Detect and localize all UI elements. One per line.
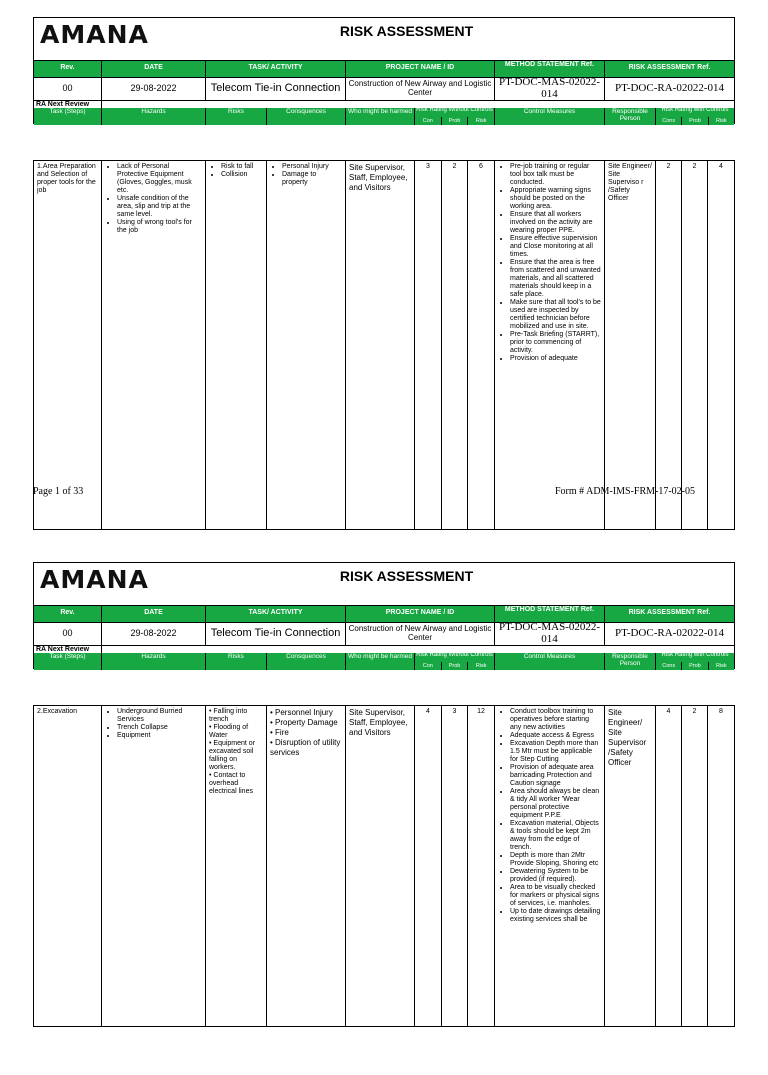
date-label: DATE [102, 61, 206, 77]
method-statement-value: PT-DOC-MAS-02022-014 [495, 621, 605, 645]
list-item: • Adequate access & Egress [510, 732, 601, 740]
method-statement-value: PT-DOC-MAS-02022-014 [495, 76, 605, 100]
task-step-cell: 2.Excavation [34, 706, 102, 1026]
col-control: Control Measures [495, 653, 605, 670]
list-item: • Appropriate warning signs should be posted on the working area. [510, 187, 601, 211]
list-item: • Pre-job training or regular tool box talk must be conducted. [510, 163, 601, 187]
risk-row [33, 160, 735, 530]
rev-label: Rev. [34, 606, 102, 622]
list-item: • Flooding of Water [209, 724, 249, 739]
rev-value: 00 [34, 76, 102, 100]
col-task: Task (Steps) [34, 653, 102, 670]
risk-row [33, 705, 735, 1027]
document-page-1 [0, 0, 768, 530]
who-cell: Site Supervisor, Staff, Employee, and Visitors [346, 161, 415, 529]
method-statement-label: METHOD STATEMENT Ref. [495, 61, 605, 77]
date-label: DATE [102, 606, 206, 622]
list-item: • Pre-Task Briefing (STARRT), prior to commencing of activity. [510, 331, 601, 355]
control-measures-cell [495, 161, 605, 529]
list-item: • Contact to overhead electrical lines [209, 772, 253, 795]
risk-assessment-ref-label: RISK ASSESSMENT Ref. [605, 61, 734, 77]
hazards-cell [102, 161, 206, 529]
col-who: Who might be harmed [346, 108, 415, 125]
header-values-row [34, 621, 734, 645]
list-item: • Trench Collapse [117, 724, 202, 732]
next-review-label: RA Next Review [34, 101, 102, 117]
column-headers-row [34, 653, 734, 670]
page-header [33, 562, 735, 669]
date-value: 29-08-2022 [102, 76, 206, 100]
without-risk: 12 [468, 706, 495, 1026]
with-con: 4 [656, 706, 682, 1026]
list-item: • Make sure that all tool's to be used are inspected by certified technician before mobilized and use in site. [510, 299, 601, 331]
col-who: Who might be harmed [346, 653, 415, 670]
task-value: Telecom Tie-in Connection [206, 621, 346, 645]
document-page-2 [0, 545, 768, 1075]
list-item: • Provision of adequate [510, 355, 601, 363]
list-item: • Lack of Personal Protective Equipment (Gloves, Goggles, musk etc. [117, 163, 202, 195]
risk-assessment-ref-label: RISK ASSESSMENT Ref. [605, 606, 734, 622]
without-prob: 3 [442, 706, 468, 1026]
list-item: • Ensure that the area is free from scattered and unwanted materials, and all scattered materials should keep in a safe place. [510, 259, 601, 299]
col-responsible: Responsible Person [605, 108, 656, 125]
list-item: • Equipment [117, 732, 202, 740]
task-label: TASK/ ACTIVITY [206, 606, 346, 622]
list-item: • Conduct toolbox training to operatives before starting any new activities [510, 708, 601, 732]
col-rating-with: Risk Rating with Controls Cons Prob Risk [656, 108, 734, 125]
project-value: Construction of New Airway and Logistic Center [346, 76, 495, 100]
col-rating-without: Risk Rating Without Controls Con Prob Risk [415, 653, 495, 670]
list-item: • Area to be visually checked for markers or physical signs of services, i.e. manholes. [510, 884, 601, 908]
responsible-cell: Site Engineer/ Site Supervisor /Safety Officer [605, 706, 656, 1026]
header-values-row [34, 76, 734, 100]
list-item: • Fire [270, 728, 289, 737]
list-item: • Ensure effective supervision and Close monitoring at all times. [510, 235, 601, 259]
risk-assessment-ref-value: PT-DOC-RA-02022-014 [615, 627, 724, 639]
consequences-cell [267, 161, 346, 529]
col-hazards: Hazards [102, 653, 206, 670]
list-item: • Excavation material, Objects & tools should be kept 2m away from the edge of trench. [510, 820, 601, 852]
col-responsible: Responsible Person [605, 653, 656, 670]
list-item: • Up to date drawings detailing existing services shall be [510, 908, 601, 924]
list-item: • Collision [221, 171, 263, 179]
with-risk: 8 [719, 708, 723, 715]
list-item: • Risk to fall [221, 163, 263, 171]
method-statement-label: METHOD STATEMENT Ref. [495, 606, 605, 622]
amana-logo: AMANA [40, 20, 149, 49]
rev-value: 00 [34, 621, 102, 645]
with-risk: 4 [719, 163, 723, 170]
list-item: • Disruption of utility services [270, 738, 341, 757]
col-consequences: Consquences [267, 653, 346, 670]
task-value: Telecom Tie-in Connection [206, 76, 346, 100]
list-item: • Dewatering System to be provided (if required). [510, 868, 601, 884]
col-task: Task (Steps) [34, 108, 102, 125]
without-prob: 2 [442, 161, 468, 529]
with-con: 2 [656, 161, 682, 529]
page-header [33, 17, 735, 124]
col-rating-with: Risk Rating with Controls Cons Prob Risk [656, 653, 734, 670]
without-con: 4 [415, 706, 442, 1026]
with-prob: 2 [682, 706, 708, 1026]
column-headers-row [34, 108, 734, 125]
list-item: • Depth is more than 2Mtr Provide Sloping, Shoring etc [510, 852, 601, 868]
risk-assessment-ref-value: PT-DOC-RA-02022-014 [615, 82, 724, 94]
who-cell: Site Supervisor, Staff, Employee, and Visitors [346, 706, 415, 1026]
list-item: • Personnel Injury [270, 708, 333, 717]
without-risk: 6 [468, 161, 495, 529]
responsible-cell: Site Engineer/ Site Superviso r /Safety Officer [605, 161, 656, 529]
list-item: • Area should always be clean & tidy All worker 'Wear personal protective equipment P.P.E [510, 788, 601, 820]
list-item: • Excavation Depth more than 1.5 Mtr must be applicable for Step Cutting [510, 740, 601, 764]
form-number: Form # ADM-IMS-FRM-17-02-05 [555, 486, 696, 497]
without-con: 3 [415, 161, 442, 529]
task-step-cell: 1.Area Preparation and Selection of proper tools for the job [34, 161, 102, 529]
amana-logo: AMANA [40, 565, 149, 594]
page-number: Page 1 of 33 [33, 486, 84, 497]
page-title: RISK ASSESSMENT [339, 568, 474, 584]
list-item: • Unsafe condition of the area, slip and trip at the same level. [117, 195, 202, 219]
next-review-label: RA Next Review [34, 646, 102, 662]
col-consequences: Consquences [267, 108, 346, 125]
col-risks: Risks [206, 108, 267, 125]
task-label: TASK/ ACTIVITY [206, 61, 346, 77]
with-prob: 2 [682, 161, 708, 529]
list-item: • Damage to property [282, 171, 342, 187]
date-value: 29-08-2022 [102, 621, 206, 645]
list-item: • Personal Injury [282, 163, 342, 171]
list-item: • Ensure that all workers involved on the activity are wearing proper PPE. [510, 211, 601, 235]
list-item: • Falling into trench [209, 708, 248, 723]
col-rating-without: Risk Rating Without Controls Con Prob Risk [415, 108, 495, 125]
col-control: Control Measures [495, 108, 605, 125]
list-item: • Equipment or excavated soil falling on workers. [209, 740, 256, 771]
rev-label: Rev. [34, 61, 102, 77]
list-item: • Underground Burried Services [117, 708, 202, 724]
risks-cell [206, 706, 267, 1026]
col-risks: Risks [206, 653, 267, 670]
col-hazards: Hazards [102, 108, 206, 125]
list-item: • Using of wrong tool's for the job [117, 219, 202, 235]
project-label: PROJECT NAME / ID [346, 61, 495, 77]
control-measures-cell [495, 706, 605, 1026]
project-label: PROJECT NAME / ID [346, 606, 495, 622]
hazards-cell [102, 706, 206, 1026]
project-value: Construction of New Airway and Logistic Center [346, 621, 495, 645]
list-item: • Provision of adequate area barricading Protection and Caution signage [510, 764, 601, 788]
risks-cell [206, 161, 267, 529]
list-item: • Property Damage [270, 718, 338, 727]
page-title: RISK ASSESSMENT [339, 23, 474, 39]
consequences-cell [267, 706, 346, 1026]
